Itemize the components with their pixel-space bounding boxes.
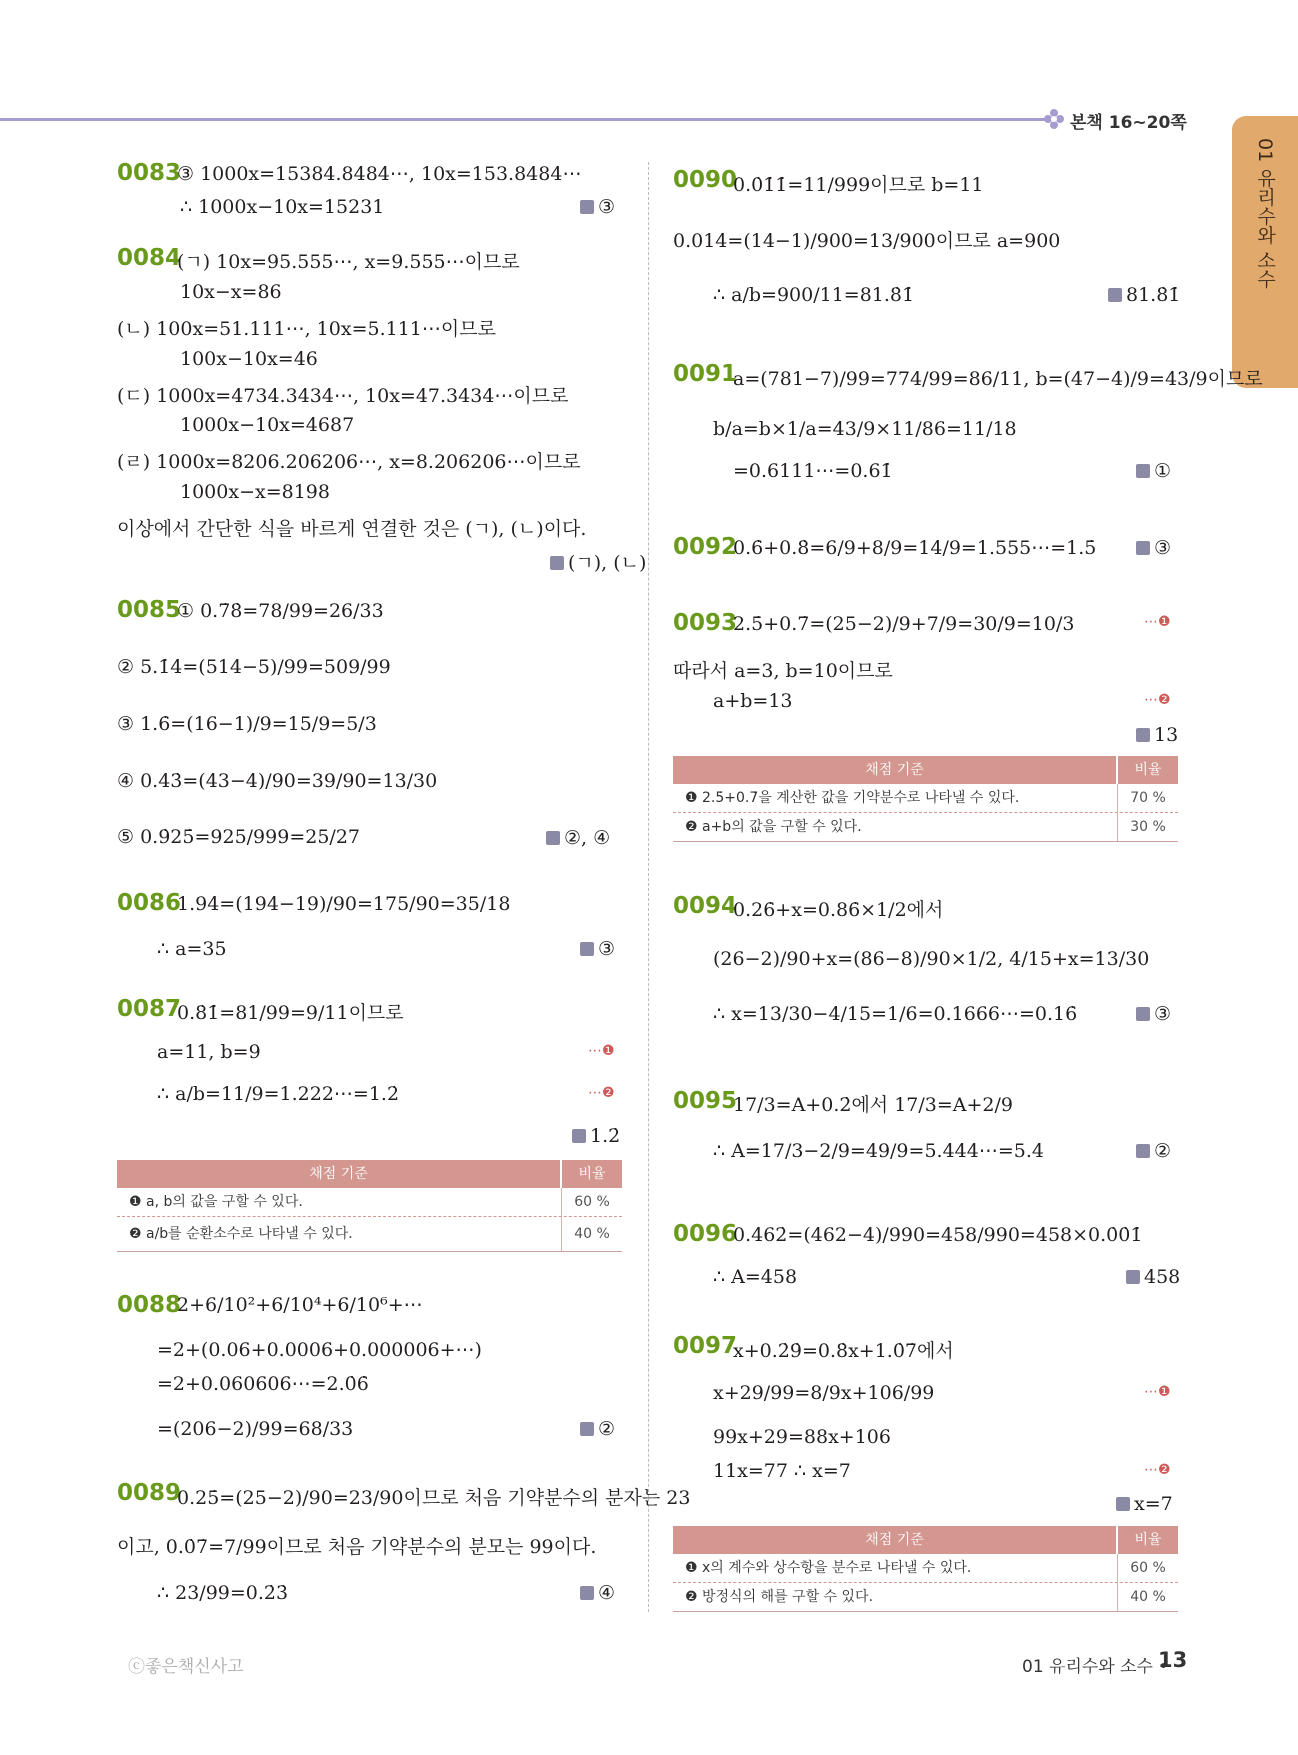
solution-line: 2+6/10²+6/10⁴+6/10⁶+⋯ <box>177 1294 423 1316</box>
solution-line: 17/3=A+0.2̇에서 17/3=A+2/9 <box>733 1094 1013 1116</box>
header-rule <box>0 118 1046 121</box>
table-cell: ❶ a, b의 값을 구할 수 있다. <box>117 1188 562 1216</box>
table-cell: 60 % <box>1130 1560 1166 1576</box>
problem-number: 0097 <box>673 1333 738 1359</box>
solution-line: 따라서 a=3, b=10이므로 <box>673 660 893 682</box>
solution-line: ∴ a/b=11/9=1.222⋯=1.2̇ <box>157 1083 400 1105</box>
solution-line: ⑤ 0.9̇25̇=925/999=25/27 <box>117 826 360 848</box>
answer: ②, ④ <box>546 827 610 849</box>
step-marker-1: ⋯❶ <box>1144 1384 1171 1400</box>
solution-line: (ㄱ) 10x=95.555⋯, x=9.555⋯이므로 <box>177 251 520 273</box>
table-cell: 40 % <box>574 1226 610 1242</box>
scoring-table-0097 <box>673 1526 1178 1612</box>
problem-number: 0087 <box>117 996 182 1022</box>
solution-line: ∴ a=35 <box>157 938 227 960</box>
answer: ② <box>580 1418 615 1440</box>
flower-icon <box>1043 108 1065 130</box>
solution-line: =(206−2)/99=68/33 <box>157 1418 354 1440</box>
solution-line: 0.6̇+0.8̇=6/9+8/9=14/9=1.555⋯=1.5̇ <box>733 537 1097 559</box>
table-header: 비율 <box>1134 762 1162 778</box>
table-header: 채점 기준 <box>673 1526 1118 1554</box>
solution-line: ∴ A=17/3−2/9=49/9=5.444⋯=5.4̇ <box>713 1140 1044 1162</box>
solution-line: b/a=b×1/a=43/9×11/86=11/18 <box>713 418 1017 440</box>
footer-chapter: 01 유리수와 소수 • <box>1022 1657 1169 1677</box>
step-marker-2: ⋯❷ <box>588 1085 615 1101</box>
solution-line: =2+0.060606⋯=2.0̇6̇ <box>157 1373 369 1395</box>
solution-line: ∴ 23/99=0.2̇3̇ <box>157 1582 289 1604</box>
solution-line: ∴ A=458 <box>713 1266 798 1288</box>
problem-number: 0084 <box>117 245 182 271</box>
problem-number: 0086 <box>117 890 182 916</box>
step-marker-2: ⋯❷ <box>1144 692 1171 708</box>
problem-number: 0083 <box>117 160 182 186</box>
solution-line: ③ 1000x=15384.8484⋯, 10x=153.8484⋯ <box>177 163 582 185</box>
table-cell: ❶ x의 계수와 상수항을 분수로 나타낼 수 있다. <box>673 1554 1118 1582</box>
problem-number: 0093 <box>673 610 738 636</box>
problem-number: 0095 <box>673 1088 738 1114</box>
solution-line: ① 0.7̇8̇=78/99=26/33 <box>177 600 384 622</box>
solution-line: x+0.2̇9̇=0.8̇x+1.0̇7̇에서 <box>733 1340 954 1362</box>
answer: 458 <box>1126 1266 1180 1288</box>
table-cell: 70 % <box>1130 790 1166 806</box>
solution-line: 0.25̇=(25−2)/90=23/90이므로 처음 기약분수의 분자는 23 <box>177 1487 691 1509</box>
table-cell: ❷ a/b를 순환소수로 나타낼 수 있다. <box>117 1217 562 1251</box>
solution-line: 2.5̇+0.7̇=(25−2)/9+7/9=30/9=10/3 <box>733 613 1075 635</box>
solution-line: 0.26̇+x=0.86̇×1/2에서 <box>733 899 944 921</box>
solution-line: ③ 1.6̇=(16−1)/9=15/9=5/3 <box>117 713 377 735</box>
answer: 81.8̇1̇ <box>1108 284 1180 306</box>
answer: ③ <box>580 938 615 960</box>
solution-line: 1.94̇=(194−19)/90=175/90=35/18 <box>177 893 511 915</box>
problem-number: 0088 <box>117 1292 182 1318</box>
scoring-table-0093 <box>673 756 1178 842</box>
problem-number: 0085 <box>117 597 182 623</box>
solution-line: 10x−x=86 <box>180 281 282 303</box>
solution-line: a=11, b=9 <box>157 1041 261 1063</box>
table-header: 채점 기준 <box>117 1160 562 1188</box>
answer: ② <box>1136 1140 1171 1162</box>
answer: ① <box>1136 460 1171 482</box>
answer: 13 <box>1136 724 1178 746</box>
solution-line: =2+(0.06+0.0006+0.000006+⋯) <box>157 1339 482 1361</box>
table-header: 비율 <box>578 1166 606 1182</box>
solution-line: (ㄹ) 1000x=8206.206206⋯, x=8.206206⋯이므로 <box>117 451 581 473</box>
publisher-credit: ⓒ좋은책신사고 <box>128 1657 244 1677</box>
step-marker-1: ⋯❶ <box>1144 614 1171 630</box>
solution-line: a+b=13 <box>713 690 793 712</box>
column-divider <box>648 162 649 1612</box>
step-marker-1: ⋯❶ <box>588 1043 615 1059</box>
answer: 1.2̇ <box>572 1125 620 1147</box>
solution-line: (ㄴ) 100x=51.111⋯, 10x=5.111⋯이므로 <box>117 318 496 340</box>
solution-line: ② 5.1̇4̇=(514−5)/99=509/99 <box>117 656 391 678</box>
solution-line: 이상에서 간단한 식을 바르게 연결한 것은 (ㄱ), (ㄴ)이다. <box>117 518 587 540</box>
table-header: 비율 <box>1134 1532 1162 1548</box>
solution-line: ∴ a/b=900/11=81.8̇1̇ <box>713 284 915 306</box>
chapter-side-tab: 01 유리수와 소수 <box>1232 116 1298 388</box>
solution-line: 100x−10x=46 <box>180 348 318 370</box>
problem-number: 0092 <box>673 534 738 560</box>
solution-line: 99x+29=88x+106 <box>713 1426 891 1448</box>
answer: ④ <box>580 1582 615 1604</box>
solution-line: 이고, 0.0̇7̇=7/99이므로 처음 기약분수의 분모는 99이다. <box>117 1536 597 1558</box>
problem-number: 0096 <box>673 1221 738 1247</box>
problem-number: 0091 <box>673 361 738 387</box>
answer: x=7 <box>1116 1493 1173 1515</box>
solution-line: x+29/99=8/9x+106/99 <box>713 1382 935 1404</box>
answer: ③ <box>580 196 615 218</box>
problem-number: 0094 <box>673 893 738 919</box>
table-cell: ❷ a+b의 값을 구할 수 있다. <box>673 813 1118 841</box>
table-cell: 60 % <box>574 1194 610 1210</box>
solution-line: 1000x−x=8198 <box>180 481 330 503</box>
solution-line: =0.6111⋯=0.61̇ <box>733 460 893 482</box>
problem-number: 0089 <box>117 1480 182 1506</box>
solution-line: 0.014̇=(14−1)/900=13/900이므로 a=900 <box>673 230 1061 252</box>
table-header: 채점 기준 <box>673 756 1118 784</box>
table-cell: ❷ 방정식의 해를 구할 수 있다. <box>673 1583 1118 1611</box>
solution-line: 0.0̇1̇1̇=11/999이므로 b=11 <box>733 174 984 196</box>
solution-line: 1000x−10x=4687 <box>180 414 355 436</box>
table-cell: 40 % <box>1130 1589 1166 1605</box>
problem-number: 0090 <box>673 167 738 193</box>
answer: (ㄱ), (ㄴ) <box>550 548 646 575</box>
scoring-table-0087 <box>117 1160 622 1252</box>
table-cell: 30 % <box>1130 819 1166 835</box>
book-ref: 본책 16~20쪽 <box>1070 113 1187 133</box>
solution-line: 0.4̇62̇=(462−4)/990=458/990=458×0.0̇0̇1̇ <box>733 1224 1143 1246</box>
step-marker-2: ⋯❷ <box>1144 1462 1171 1478</box>
answer: ③ <box>1136 1003 1171 1025</box>
solution-line: ④ 0.43̇=(43−4)/90=39/90=13/30 <box>117 770 438 792</box>
solution-line: ∴ 1000x−10x=15231 <box>180 196 385 218</box>
answer: ③ <box>1136 537 1171 559</box>
solution-line: 11x=77 ∴ x=7 <box>713 1460 851 1482</box>
solution-line: (26−2)/90+x=(86−8)/90×1/2, 4/15+x=13/30 <box>713 948 1150 970</box>
table-cell: ❶ 2.5̇+0.7̇을 계산한 값을 기약분수로 나타낼 수 있다. <box>673 784 1118 812</box>
solution-line: (ㄷ) 1000x=4734.3434⋯, 10x=47.3434⋯이므로 <box>117 385 569 407</box>
page-number: 13 <box>1158 1648 1188 1672</box>
solution-line: ∴ x=13/30−4/15=1/6=0.1666⋯=0.16̇ <box>713 1003 1078 1025</box>
solution-line: a=(781−7)/99=774/99=86/11, b=(47−4)/9=43/9이므로 <box>733 368 1263 390</box>
solution-line: 0.8̇1̇=81/99=9/11이므로 <box>177 1002 404 1024</box>
